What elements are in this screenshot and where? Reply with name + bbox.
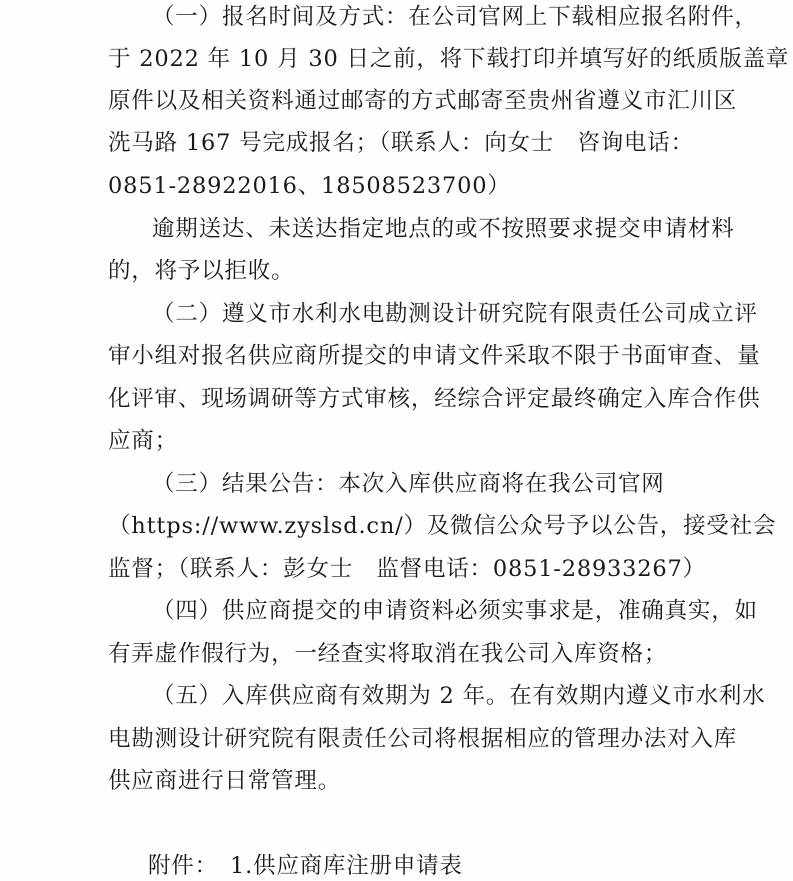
text-line: （三）结果公告：本次入库供应商将在我公司官网: [152, 471, 665, 497]
text-line: （五）入库供应商有效期为 2 年。在有效期内遵义市水利水: [152, 683, 766, 709]
text-line: 化评审、现场调研等方式审核，经综合评定最终确定入库合作供: [108, 386, 761, 412]
text-line: （四）供应商提交的申请资料必须实事求是，准确真实，如: [152, 598, 758, 624]
text-line: （一）报名时间及方式：在公司官网上下载相应报名附件，: [152, 4, 758, 30]
text-line: （https://www.zyslsd.cn/）及微信公众号予以公告，接受社会: [108, 513, 777, 539]
text-line: 于 2022 年 10 月 30 日之前，将下载打印并填写好的纸质版盖章: [108, 46, 790, 72]
text-line: 0851-28922016、18508523700）: [108, 173, 511, 199]
attachment-line: 附件： 1.供应商库注册申请表: [148, 853, 463, 879]
text-line: 电勘测设计研究院有限责任公司将根据相应的管理办法对入库: [108, 726, 738, 752]
text-line: 应商；: [108, 428, 178, 454]
text-line: 供应商进行日常管理。: [108, 768, 342, 794]
text-line: 的，将予以拒收。: [108, 258, 295, 284]
text-line: 洗马路 167 号完成报名；（联系人：向女士 咨询电话：: [108, 130, 694, 156]
text-line: 监督；（联系人：彭女士 监督电话：0851-28933267）: [108, 556, 706, 582]
text-line: （二）遵义市水利水电勘测设计研究院有限责任公司成立评: [152, 301, 758, 327]
text-line: 逾期送达、未送达指定地点的或不按照要求提交申请材料: [152, 216, 735, 242]
text-line: 原件以及相关资料通过邮寄的方式邮寄至贵州省遵义市汇川区: [108, 88, 738, 114]
text-line: 审小组对报名供应商所提交的申请文件采取不限于书面审查、量: [108, 343, 761, 369]
text-line: 有弄虚作假行为，一经查实将取消在我公司入库资格；: [108, 641, 668, 667]
